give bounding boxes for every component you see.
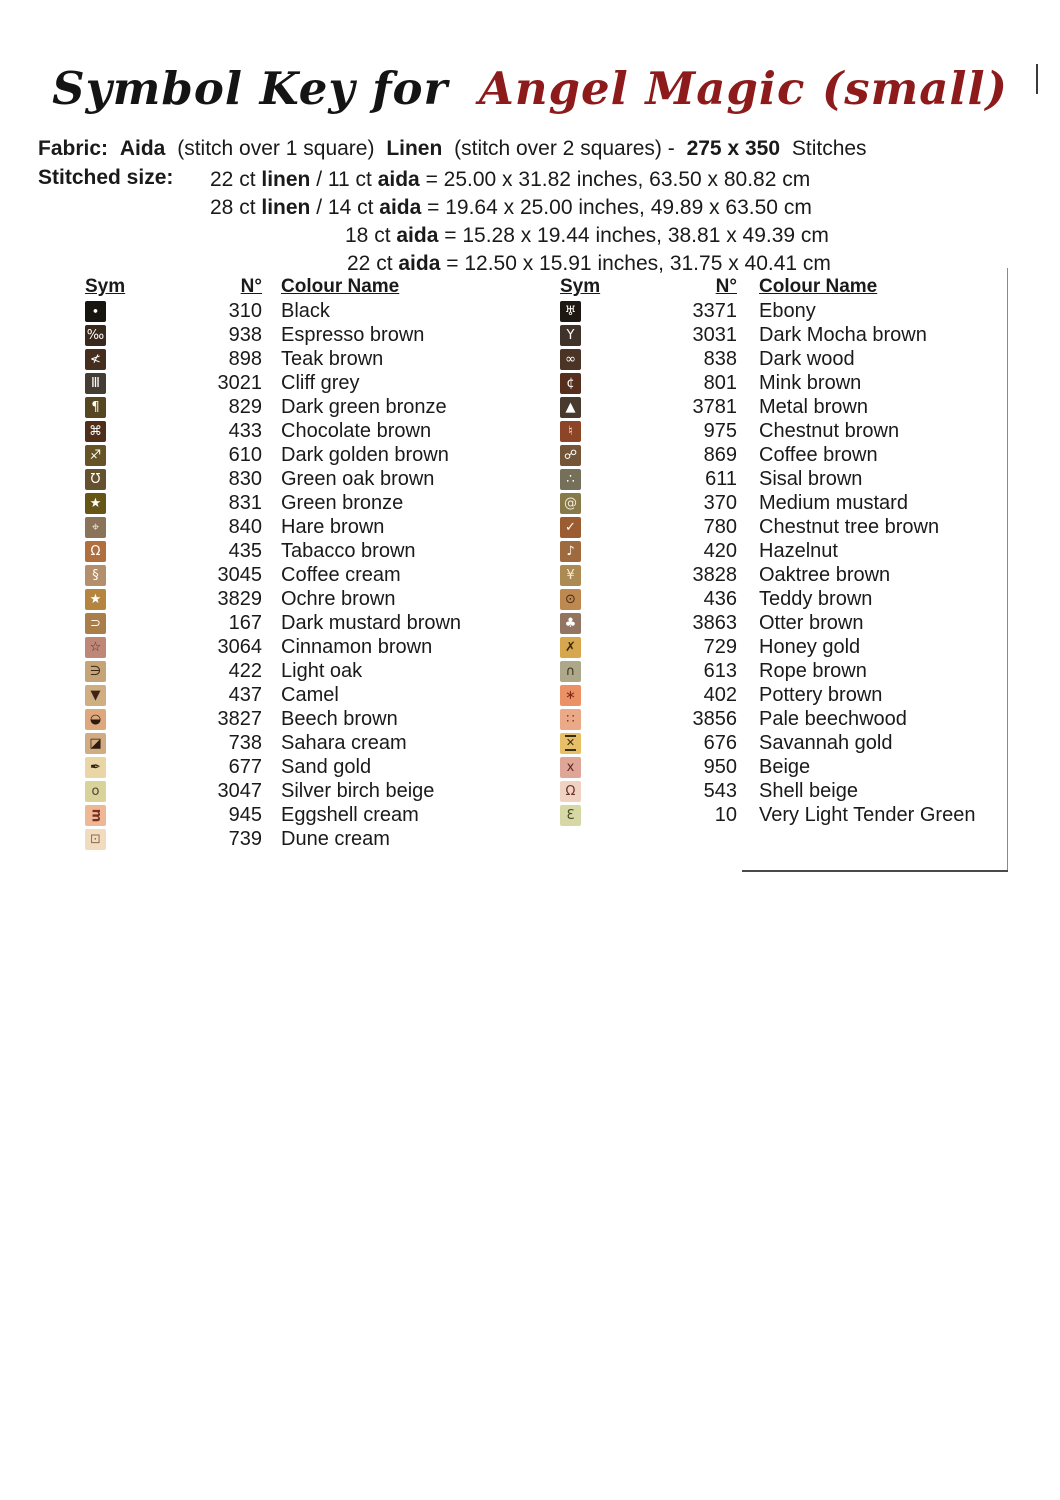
thread-number: 3828 <box>692 563 737 586</box>
colour-name: Dark wood <box>759 347 855 370</box>
symbol-swatch <box>560 349 581 370</box>
table-row <box>560 731 1010 755</box>
thread-number: 738 <box>228 731 262 754</box>
table-row <box>85 323 530 347</box>
colour-name: Savannah gold <box>759 731 893 754</box>
thread-number: 3021 <box>217 371 262 394</box>
table-row <box>85 347 530 371</box>
table-row <box>85 755 530 779</box>
colour-name: Teak brown <box>281 347 384 370</box>
symbol-glyph: ✕ <box>565 736 576 750</box>
symbol-swatch <box>85 493 106 514</box>
symbol-glyph: ★ <box>89 591 102 607</box>
colour-name: Dark mustard brown <box>281 611 462 634</box>
thread-number: 838 <box>703 347 737 370</box>
table-row <box>85 491 530 515</box>
colour-name: Dark golden brown <box>281 443 449 466</box>
table-row <box>560 707 1010 731</box>
symbol-swatch <box>85 325 106 346</box>
symbol-swatch <box>85 349 106 370</box>
colour-name: Metal brown <box>759 395 868 418</box>
colour-name: Dark Mocha brown <box>759 323 927 346</box>
table-header-right <box>560 276 1010 298</box>
symbol-swatch <box>85 637 106 658</box>
top-right-edge-mark <box>1036 64 1038 94</box>
symbol-glyph: x <box>566 759 575 775</box>
thread-number: 938 <box>228 323 262 346</box>
thread-number: 829 <box>228 395 262 418</box>
colour-name: Dune cream <box>281 827 390 850</box>
table-row <box>560 587 1010 611</box>
symbol-glyph: ∗ <box>565 687 576 703</box>
page-border-vertical-line <box>1007 268 1008 871</box>
table-row <box>560 515 1010 539</box>
symbol-swatch <box>560 301 581 322</box>
title-prefix: Symbol Key for <box>52 62 449 115</box>
table-row <box>85 635 530 659</box>
symbol-swatch <box>85 445 106 466</box>
symbol-glyph: Ʊ <box>90 471 101 487</box>
page-title <box>0 62 1060 115</box>
symbol-swatch <box>85 685 106 706</box>
table-row <box>560 563 1010 587</box>
fabric-aida-note: (stitch over 1 square) <box>177 137 375 160</box>
table-row <box>85 683 530 707</box>
table-row <box>560 491 1010 515</box>
table-row <box>85 515 530 539</box>
table-row <box>560 635 1010 659</box>
fabric-linen-note: (stitch over 2 squares) - <box>454 137 675 160</box>
thread-number: 945 <box>228 803 262 826</box>
symbol-swatch <box>85 541 106 562</box>
colour-name: Rope brown <box>759 659 867 682</box>
symbol-swatch <box>85 733 106 754</box>
symbol-glyph: @ <box>564 495 577 511</box>
symbol-glyph: Ω <box>90 543 101 559</box>
stitched-line-4: 22 ct aida = 12.50 x 15.91 inches, 31.75 x 40.41 cm <box>347 252 831 275</box>
symbol-swatch <box>85 805 106 826</box>
thread-number: 676 <box>703 731 737 754</box>
symbol-swatch <box>560 685 581 706</box>
symbol-glyph: ◒ <box>89 711 102 727</box>
symbol-swatch <box>85 757 106 778</box>
symbol-glyph: ♪ <box>566 543 575 559</box>
table-body-right <box>560 299 1010 827</box>
symbol-table-left <box>85 276 530 851</box>
table-row <box>560 395 1010 419</box>
symbol-swatch <box>85 781 106 802</box>
colour-name: Beige <box>759 755 811 778</box>
colour-name: Cliff grey <box>281 371 360 394</box>
colour-name: Very Light Tender Green <box>759 803 976 826</box>
colour-name: Silver birch beige <box>281 779 435 802</box>
thread-number: 422 <box>228 659 262 682</box>
colour-name: Sand gold <box>281 755 372 778</box>
thread-number: 840 <box>228 515 262 538</box>
table-row <box>560 467 1010 491</box>
table-row <box>85 779 530 803</box>
thread-number: 370 <box>703 491 737 514</box>
symbol-glyph: ¶ <box>91 399 100 415</box>
fabric-label: Fabric: <box>38 137 109 160</box>
symbol-glyph: ▲ <box>565 399 576 415</box>
table-row <box>560 803 1010 827</box>
symbol-swatch <box>560 325 581 346</box>
symbol-swatch <box>560 613 581 634</box>
symbol-glyph: § <box>92 567 99 583</box>
symbol-swatch <box>560 781 581 802</box>
table-row <box>560 755 1010 779</box>
colour-name: Medium mustard <box>759 491 908 514</box>
fabric-stitch-tail: Stitches <box>791 137 867 160</box>
thread-number: 420 <box>703 539 737 562</box>
table-row <box>560 611 1010 635</box>
page-border-horizontal-line <box>742 870 1008 872</box>
table-row <box>85 827 530 851</box>
thread-number: 433 <box>228 419 262 442</box>
colour-name: Eggshell cream <box>281 803 419 826</box>
fabric-linen: Linen <box>386 137 443 160</box>
colour-name: Dark green bronze <box>281 395 447 418</box>
colour-name: Oaktree brown <box>759 563 891 586</box>
symbol-glyph: ¥ <box>566 567 575 583</box>
symbol-glyph: ♐ <box>89 447 102 463</box>
thread-number: 435 <box>228 539 262 562</box>
thread-number: 543 <box>703 779 737 802</box>
table-row <box>85 659 530 683</box>
table-header-left <box>85 276 530 298</box>
colour-name: Otter brown <box>759 611 864 634</box>
symbol-glyph: ⊃ <box>90 615 101 631</box>
symbol-swatch <box>560 421 581 442</box>
symbol-glyph: ☆ <box>89 639 102 655</box>
symbol-glyph: ✒ <box>90 759 101 775</box>
thread-number: 3064 <box>217 635 262 658</box>
symbol-swatch <box>560 589 581 610</box>
table-row <box>560 347 1010 371</box>
thread-number: 3863 <box>692 611 737 634</box>
thread-number: 610 <box>228 443 262 466</box>
colour-name: Hare brown <box>281 515 385 538</box>
symbol-swatch <box>560 661 581 682</box>
colour-name: Beech brown <box>281 707 398 730</box>
symbol-swatch <box>560 565 581 586</box>
symbol-swatch <box>560 445 581 466</box>
header-number: N° <box>240 276 262 297</box>
colour-name: Light oak <box>281 659 363 682</box>
table-row <box>560 539 1010 563</box>
symbol-swatch <box>560 493 581 514</box>
colour-name: Chestnut brown <box>759 419 900 442</box>
symbol-glyph: ≮ <box>90 351 101 367</box>
colour-name: Coffee brown <box>759 443 878 466</box>
symbol-swatch <box>560 637 581 658</box>
symbol-glyph: ☍ <box>563 447 578 463</box>
thread-number: 830 <box>228 467 262 490</box>
thread-number: 780 <box>703 515 737 538</box>
table-row <box>560 299 1010 323</box>
symbol-swatch <box>85 829 106 850</box>
symbol-swatch <box>560 517 581 538</box>
thread-number: 3856 <box>692 707 737 730</box>
colour-name: Honey gold <box>759 635 861 658</box>
symbol-table-right <box>560 276 1010 827</box>
symbol-glyph: ♮ <box>568 423 573 439</box>
table-row <box>85 419 530 443</box>
stitched-size-lines <box>210 166 831 278</box>
thread-number: 3781 <box>692 395 737 418</box>
symbol-swatch <box>560 805 581 826</box>
table-body-left <box>85 299 530 851</box>
colour-name: Shell beige <box>759 779 858 802</box>
table-row <box>85 611 530 635</box>
thread-number: 3829 <box>217 587 262 610</box>
symbol-glyph: ✓ <box>565 519 576 535</box>
table-row <box>85 731 530 755</box>
thread-number: 167 <box>228 611 262 634</box>
symbol-glyph: ◪ <box>89 735 102 751</box>
thread-number: 739 <box>228 827 262 850</box>
thread-number: 436 <box>703 587 737 610</box>
table-row <box>560 779 1010 803</box>
symbol-glyph: m <box>87 808 103 822</box>
thread-number: 613 <box>703 659 737 682</box>
symbol-glyph: ∙ <box>91 303 100 319</box>
thread-number: 611 <box>705 467 737 490</box>
colour-name: Sahara cream <box>281 731 407 754</box>
symbol-glyph: ∩ <box>565 663 576 679</box>
colour-name: Tabacco brown <box>281 539 416 562</box>
symbol-swatch <box>560 469 581 490</box>
symbol-swatch <box>85 517 106 538</box>
symbol-glyph: Ɛ <box>566 807 575 823</box>
symbol-glyph: ‰ <box>86 327 105 343</box>
colour-name: Espresso brown <box>281 323 425 346</box>
symbol-swatch <box>560 397 581 418</box>
colour-name: Green oak brown <box>281 467 435 490</box>
thread-number: 831 <box>228 491 262 514</box>
table-row <box>85 395 530 419</box>
fabric-aida: Aida <box>119 137 166 160</box>
thread-number: 950 <box>703 755 737 778</box>
thread-number: 869 <box>703 443 737 466</box>
symbol-swatch <box>85 421 106 442</box>
header-sym: Sym <box>85 276 126 297</box>
symbol-swatch <box>560 733 581 754</box>
stitched-line-1: 22 ct linen / 11 ct aida = 25.00 x 31.82 inches, 63.50 x 80.82 cm <box>210 168 811 191</box>
stitched-size-label: Stitched size: <box>38 166 174 189</box>
colour-name: Chestnut tree brown <box>759 515 940 538</box>
thread-number: 3031 <box>692 323 737 346</box>
symbol-glyph: o <box>91 783 100 799</box>
colour-name: Sisal brown <box>759 467 863 490</box>
colour-name: Pale beechwood <box>759 707 907 730</box>
symbol-glyph: ★ <box>89 495 102 511</box>
colour-name: Coffee cream <box>281 563 401 586</box>
thread-number: 402 <box>703 683 737 706</box>
colour-name: Green bronze <box>281 491 404 514</box>
colour-name: Mink brown <box>759 371 862 394</box>
symbol-glyph: Y <box>566 327 575 343</box>
table-row <box>85 563 530 587</box>
symbol-swatch <box>85 709 106 730</box>
symbol-swatch <box>560 709 581 730</box>
thread-number: 898 <box>228 347 262 370</box>
table-row <box>560 371 1010 395</box>
stitched-line-3: 18 ct aida = 15.28 x 19.44 inches, 38.81 x 49.39 cm <box>345 224 829 247</box>
thread-number: 3045 <box>217 563 262 586</box>
header-colour-name: Colour Name <box>759 276 878 297</box>
thread-number: 3827 <box>217 707 262 730</box>
symbol-glyph: ▼ <box>90 687 101 703</box>
symbol-swatch <box>85 301 106 322</box>
colour-name: Camel <box>281 683 339 706</box>
symbol-glyph: Ⅲ <box>91 375 100 391</box>
header-colour-name: Colour Name <box>281 276 400 297</box>
thread-number: 310 <box>228 299 262 322</box>
stitched-line-2: 28 ct linen / 14 ct aida = 19.64 x 25.00 inches, 49.89 x 63.50 cm <box>210 196 812 219</box>
colour-name: Ebony <box>759 299 816 322</box>
symbol-swatch <box>85 613 106 634</box>
thread-number: 3371 <box>692 299 737 322</box>
table-row <box>560 659 1010 683</box>
table-row <box>560 323 1010 347</box>
symbol-glyph: ¢ <box>566 375 575 391</box>
symbol-swatch <box>560 757 581 778</box>
thread-number: 10 <box>714 803 737 826</box>
colour-name: Pottery brown <box>759 683 883 706</box>
symbol-glyph: ⊡ <box>90 831 101 847</box>
title-pattern-name: Angel Magic (small) <box>478 62 1008 115</box>
symbol-swatch <box>85 397 106 418</box>
symbol-glyph: ⊙ <box>565 591 576 607</box>
symbol-swatch <box>85 565 106 586</box>
thread-number: 801 <box>703 371 737 394</box>
colour-name: Hazelnut <box>759 539 838 562</box>
symbol-glyph: ⌘ <box>89 423 102 439</box>
colour-name: Ochre brown <box>281 587 396 610</box>
table-row <box>560 443 1010 467</box>
symbol-swatch <box>560 541 581 562</box>
symbol-glyph: ∷ <box>566 711 575 727</box>
symbol-glyph: ✗ <box>565 639 576 655</box>
fabric-info <box>38 137 873 161</box>
symbol-glyph: ∴ <box>566 471 575 487</box>
thread-number: 975 <box>703 419 737 442</box>
table-row <box>85 443 530 467</box>
table-row <box>85 707 530 731</box>
symbol-swatch <box>85 661 106 682</box>
table-row <box>85 467 530 491</box>
colour-name: Teddy brown <box>759 587 873 610</box>
symbol-glyph: ∞ <box>565 351 576 367</box>
table-row <box>85 539 530 563</box>
symbol-swatch <box>85 373 106 394</box>
symbol-swatch <box>85 469 106 490</box>
fabric-stitch-count: 275 x 350 <box>686 137 781 160</box>
thread-number: 677 <box>228 755 262 778</box>
header-number: N° <box>715 276 737 297</box>
symbol-glyph: ⌖ <box>91 519 100 535</box>
thread-number: 3047 <box>217 779 262 802</box>
thread-number: 437 <box>228 683 262 706</box>
thread-number: 729 <box>703 635 737 658</box>
symbol-glyph: ♅ <box>564 303 577 319</box>
symbol-glyph: ♣ <box>564 615 577 631</box>
table-row <box>560 419 1010 443</box>
symbol-swatch <box>85 589 106 610</box>
colour-name: Black <box>281 299 330 322</box>
table-row <box>85 299 530 323</box>
table-row <box>85 371 530 395</box>
symbol-glyph: Ω <box>565 783 576 799</box>
table-row <box>85 803 530 827</box>
table-row <box>85 587 530 611</box>
colour-name: Chocolate brown <box>281 419 432 442</box>
header-sym: Sym <box>560 276 601 297</box>
table-row <box>560 683 1010 707</box>
colour-name: Cinnamon brown <box>281 635 433 658</box>
symbol-swatch <box>560 373 581 394</box>
symbol-glyph: ∋ <box>89 663 102 679</box>
